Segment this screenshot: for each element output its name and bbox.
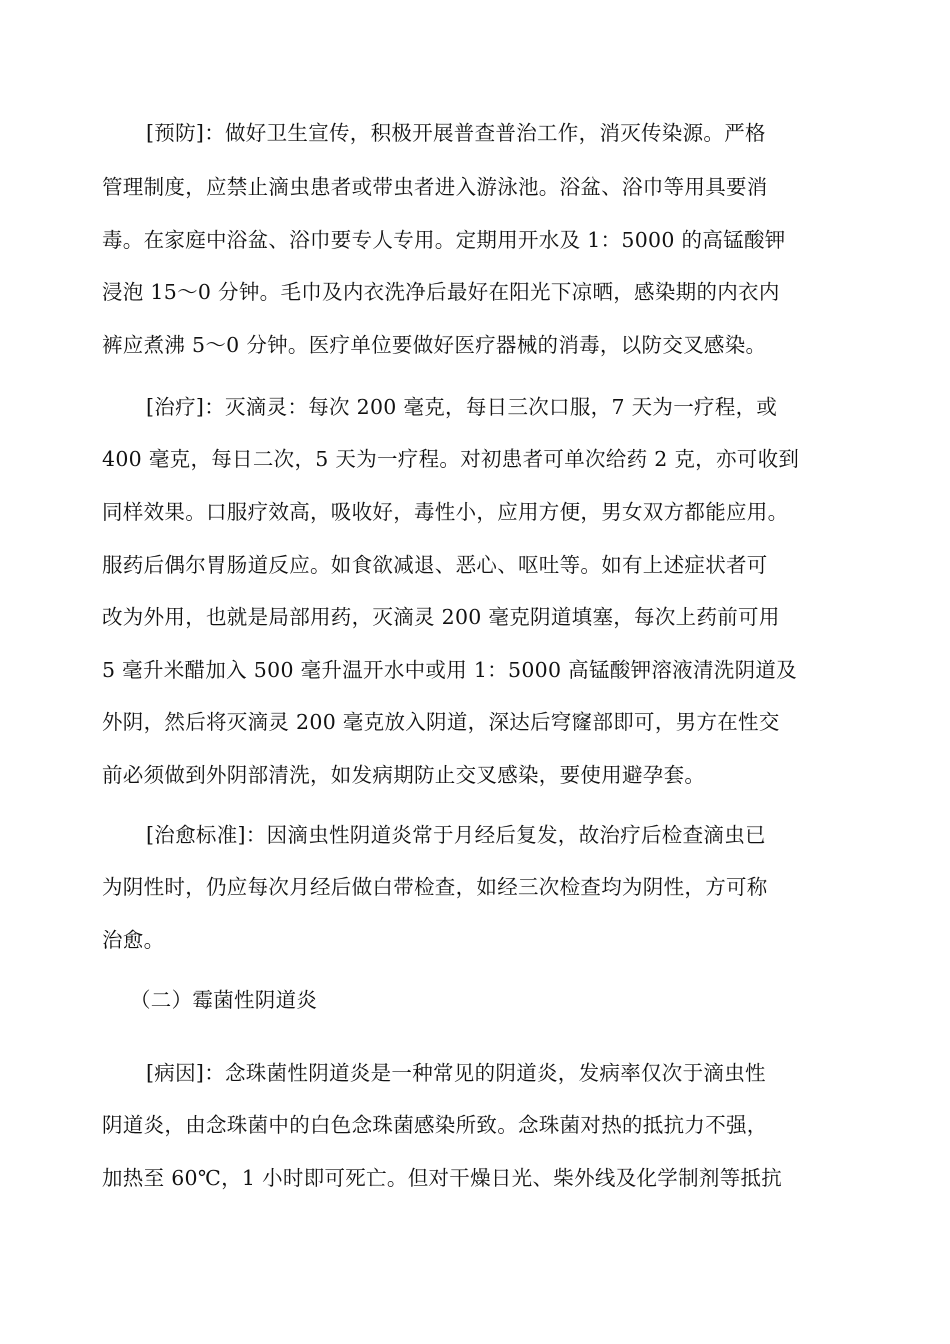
paragraph-line: 为阴性时，仍应每次月经后做白带检查，如经三次检查均为阴性，方可称: [102, 875, 768, 899]
paragraph-line: [治疗]：灭滴灵：每次 200 毫克，每日三次口服，7 天为一疗程，或: [146, 395, 778, 419]
paragraph-line: 5 毫升米醋加入 500 毫升温开水中或用 1：5000 高锰酸钾溶液清洗阴道及: [102, 658, 797, 682]
paragraph-line: 同样效果。口服疗效高，吸收好，毒性小，应用方便，男女双方都能应用。: [102, 500, 789, 524]
paragraph-line: 改为外用，也就是局部用药，灭滴灵 200 毫克阴道填塞，每次上药前可用: [102, 605, 780, 629]
paragraph-line: [病因]：念珠菌性阴道炎是一种常见的阴道炎，发病率仅次于滴虫性: [146, 1061, 766, 1085]
paragraph-line: 加热至 60℃，1 小时即可死亡。但对干燥日光、柴外线及化学制剂等抵抗: [102, 1166, 783, 1190]
paragraph-line: 浸泡 15～0 分钟。毛巾及内衣洗净后最好在阳光下凉晒，感染期的内衣内: [102, 280, 780, 304]
paragraph-line: 服药后偶尔胃肠道反应。如食欲减退、恶心、呕吐等。如有上述症状者可: [102, 553, 768, 577]
paragraph-line: 阴道炎，由念珠菌中的白色念珠菌感染所致。念珠菌对热的抵抗力不强，: [102, 1113, 768, 1137]
paragraph-line: 管理制度，应禁止滴虫患者或带虫者进入游泳池。浴盆、浴巾等用具要消: [102, 175, 768, 199]
section-heading: （二）霉菌性阴道炎: [130, 988, 318, 1012]
paragraph-line: [治愈标准]：因滴虫性阴道炎常于月经后复发，故治疗后检查滴虫已: [146, 823, 766, 847]
paragraph-line: [预防]：做好卫生宣传，积极开展普查普治工作，消灭传染源。严格: [146, 121, 766, 145]
paragraph-line: 外阴，然后将灭滴灵 200 毫克放入阴道，深达后穹窿部即可，男方在性交: [102, 710, 780, 734]
paragraph-line: 前必须做到外阴部清洗，如发病期防止交叉感染，要使用避孕套。: [102, 763, 706, 787]
paragraph-line: 治愈。: [102, 928, 165, 952]
paragraph-line: 裤应煮沸 5～0 分钟。医疗单位要做好医疗器械的消毒，以防交叉感染。: [102, 333, 767, 357]
paragraph-line: 400 毫克，每日二次，5 天为一疗程。对初患者可单次给药 2 克，亦可收到: [102, 447, 800, 471]
paragraph-line: 毒。在家庭中浴盆、浴巾要专人专用。定期用开水及 1：5000 的高锰酸钾: [102, 228, 786, 252]
